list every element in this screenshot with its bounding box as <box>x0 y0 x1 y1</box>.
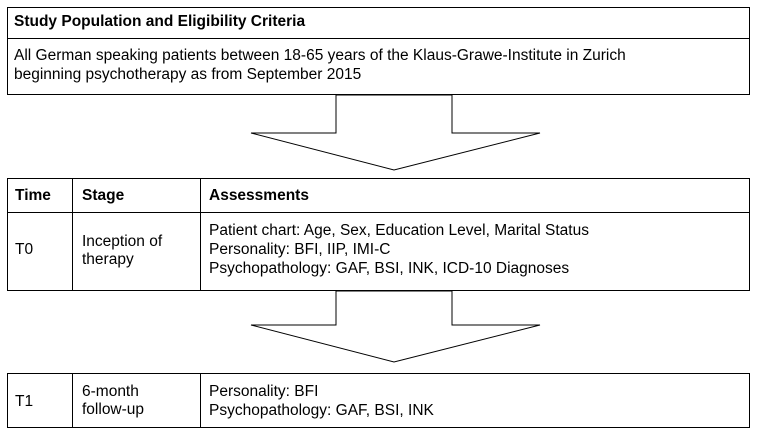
t0-assessment-3: Psychopathology: GAF, BSI, INK, ICD-10 Diagnoses <box>209 260 570 277</box>
t0-assessment-2: Personality: BFI, IIP, IMI-C <box>209 241 391 258</box>
t0-time: T0 <box>15 241 34 258</box>
followup-col-divider-2 <box>200 373 201 428</box>
t1-time: T1 <box>15 393 34 410</box>
t0-stage-line-2: therapy <box>82 251 134 268</box>
t0-stage-line-1: Inception of <box>82 233 163 250</box>
population-heading: Study Population and Eligibility Criteria <box>14 13 306 30</box>
t1-assessment-2: Psychopathology: GAF, BSI, INK <box>209 402 434 419</box>
header-time: Time <box>15 187 51 204</box>
population-text-line-1: All German speaking patients between 18-65 years of the Klaus-Grawe-Institute in Zurich <box>14 47 626 64</box>
population-text-line-2: beginning psychotherapy as from September 2015 <box>14 66 362 83</box>
t0-assessment-1: Patient chart: Age, Sex, Education Level, Marital Status <box>209 222 589 239</box>
t1-stage-line-2: follow-up <box>82 401 145 418</box>
header-assessments: Assessments <box>209 187 309 204</box>
t1-stage-line-1: 6-month <box>82 383 139 400</box>
t1-assessment-1: Personality: BFI <box>209 383 319 400</box>
header-stage: Stage <box>82 187 125 204</box>
followup-col-divider-1 <box>72 373 73 428</box>
